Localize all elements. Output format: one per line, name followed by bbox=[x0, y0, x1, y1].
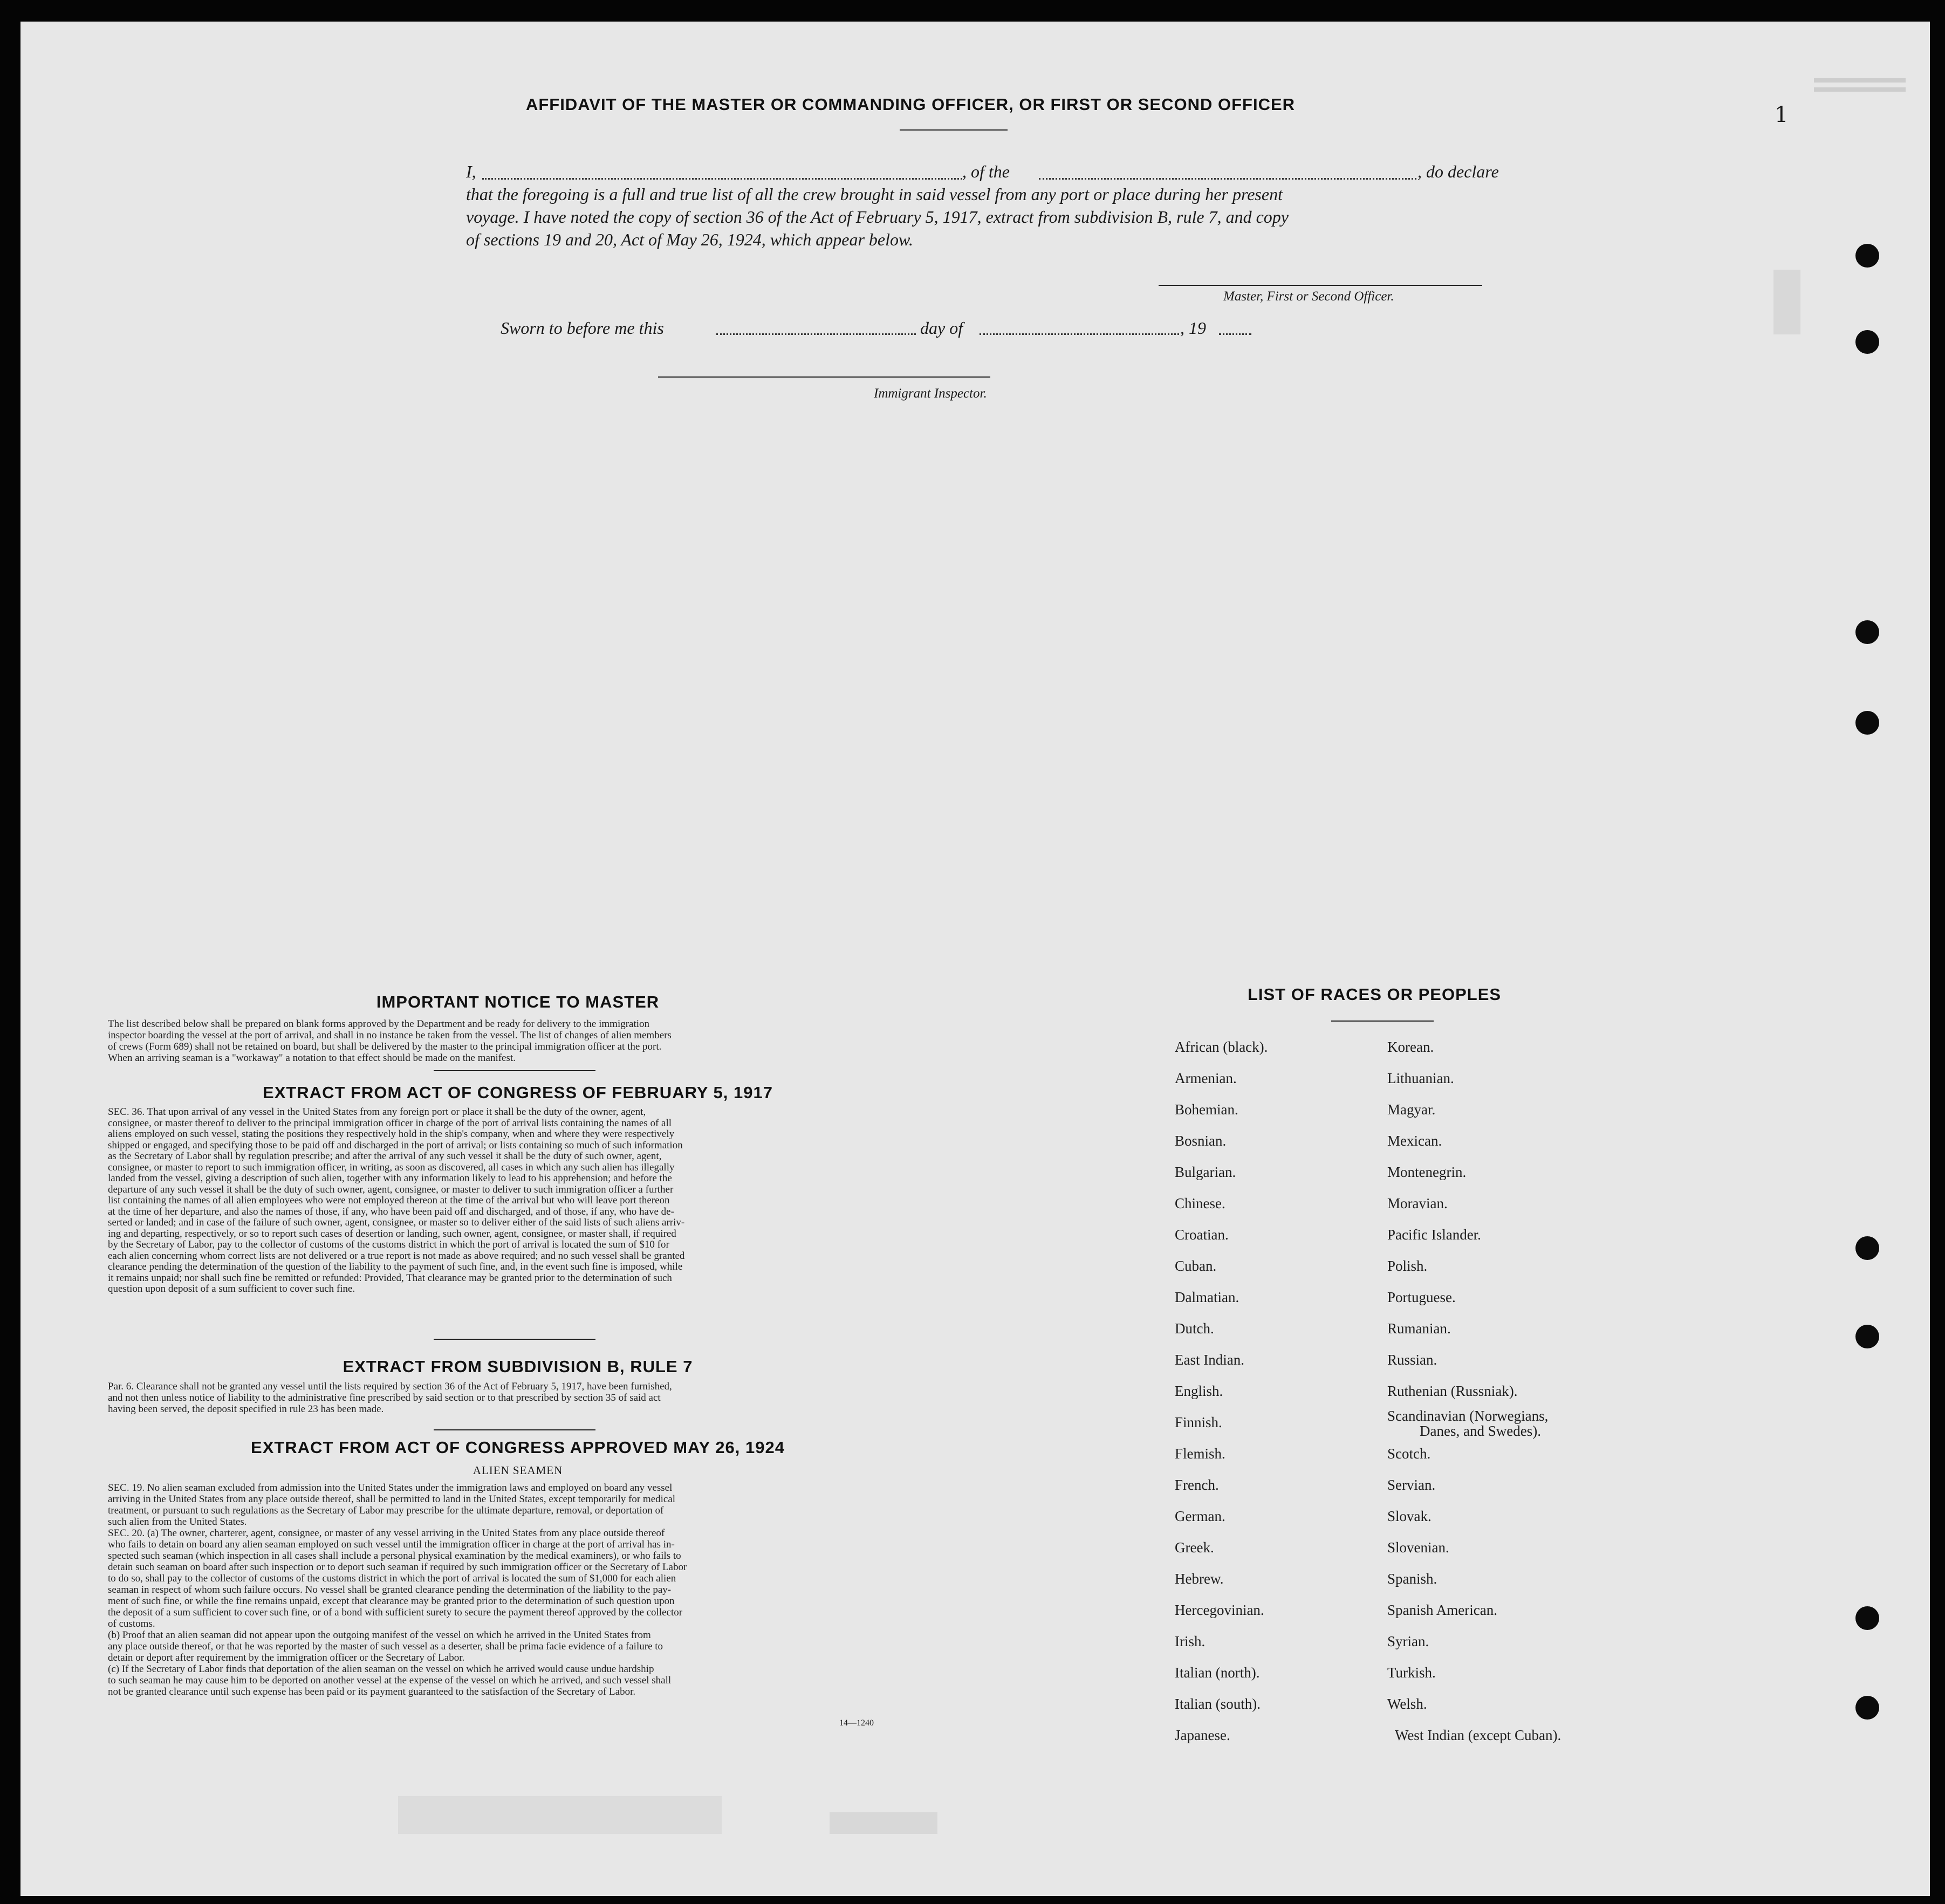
race-right: Syrian. bbox=[1387, 1633, 1429, 1649]
race-right: Moravian. bbox=[1387, 1195, 1448, 1211]
inspector-signature-line[interactable] bbox=[658, 376, 990, 378]
extract-line: ment of such fine, or while the fine remains unpaid, except that clearance may be granted prior to the determination of such question upon bbox=[108, 1595, 675, 1607]
section-divider bbox=[434, 1429, 595, 1430]
race-left: Bosnian. bbox=[1175, 1133, 1227, 1149]
extract-1924-subtitle: ALIEN SEAMEN bbox=[472, 1464, 563, 1477]
race-right: Turkish. bbox=[1387, 1665, 1436, 1681]
sworn-month-field[interactable] bbox=[980, 333, 1179, 335]
sworn-year-field[interactable] bbox=[1219, 333, 1251, 335]
extract-1924-title: EXTRACT FROM ACT OF CONGRESS APPROVED MAY 26, 1924 bbox=[251, 1438, 785, 1457]
race-left: Bulgarian. bbox=[1175, 1164, 1236, 1180]
race-left: East Indian. bbox=[1175, 1352, 1244, 1368]
extract-line: of customs. bbox=[108, 1618, 155, 1629]
notice-line: The list described below shall be prepared on blank forms approved by the Department and be ready for delivery to the immigration bbox=[108, 1018, 650, 1030]
race-right: Scotch. bbox=[1387, 1446, 1431, 1462]
race-left: Armenian. bbox=[1175, 1070, 1237, 1086]
punch-hole bbox=[1855, 1325, 1879, 1348]
notice-line: When an arriving seaman is a "workaway" a notation to that effect should be made on the manifest. bbox=[108, 1052, 516, 1064]
margin-mark: 1 bbox=[1775, 102, 1789, 127]
affidavit-title: AFFIDAVIT OF THE MASTER OR COMMANDING OFFICER, OR FIRST OR SECOND OFFICER bbox=[525, 95, 1296, 114]
race-left: Italian (south). bbox=[1175, 1696, 1261, 1712]
race-right: Ruthenian (Russniak). bbox=[1387, 1383, 1518, 1399]
punch-hole bbox=[1855, 1236, 1879, 1260]
race-right: Lithuanian. bbox=[1387, 1070, 1454, 1086]
extract-line: list containing the names of all alien employees who were not employed thereon at the time of the arrival but who will leave port thereon bbox=[108, 1195, 670, 1206]
race-left: Flemish. bbox=[1175, 1446, 1225, 1462]
document-page bbox=[20, 22, 1930, 1896]
race-left: Cuban. bbox=[1175, 1258, 1217, 1274]
race-right: Spanish American. bbox=[1387, 1602, 1497, 1618]
extract-line: SEC. 19. No alien seaman excluded from admission into the United States under the immigration laws and employed on board any vessel bbox=[108, 1482, 673, 1494]
affidavit-line-2: that the foregoing is a full and true list of all the crew brought in said vessel from any port or place during her present bbox=[466, 184, 1283, 204]
bleed-through-mark bbox=[1814, 78, 1906, 83]
race-right: Welsh. bbox=[1387, 1696, 1427, 1712]
extract-line: any place outside thereof, or that he was reported by the master of such vessel as a deserter, shall be prima facie evidence of a failure to bbox=[108, 1641, 663, 1652]
notice-text bbox=[108, 1018, 933, 1064]
extract-line: at the time of her departure, and also the names of those, if any, who have been paid off and discharged, and of those, if any, who have de- bbox=[108, 1206, 674, 1217]
extract-line: (c) If the Secretary of Labor finds that deportation of the alien seaman on the vessel on which he arrived would cause undue hardship bbox=[108, 1663, 654, 1675]
race-right: Pacific Islander. bbox=[1387, 1227, 1481, 1243]
race-left: Dutch. bbox=[1175, 1320, 1214, 1337]
vessel-name-field[interactable] bbox=[1039, 178, 1416, 180]
race-left: German. bbox=[1175, 1508, 1225, 1524]
race-left: Italian (north). bbox=[1175, 1665, 1260, 1681]
master-name-field[interactable] bbox=[482, 178, 962, 180]
master-signature-caption: Master, First or Second Officer. bbox=[1223, 289, 1394, 304]
bleed-through-mark bbox=[1814, 87, 1906, 92]
extract-line: who fails to detain on board any alien seaman employed on such vessel until the immigration officer in charge at the port of arrival has in- bbox=[108, 1539, 675, 1550]
race-left: English. bbox=[1175, 1383, 1223, 1399]
extract-line: (b) Proof that an alien seaman did not appear upon the outgoing manifest of the vessel on which he arrived in the United States from bbox=[108, 1629, 651, 1641]
race-right: Portuguese. bbox=[1387, 1289, 1456, 1305]
affidavit-i-label: I, bbox=[466, 162, 476, 181]
race-left: Chinese. bbox=[1175, 1195, 1225, 1211]
extract-line: such alien from the United States. bbox=[108, 1516, 247, 1528]
race-right: Slovak. bbox=[1387, 1508, 1432, 1524]
race-left: Bohemian. bbox=[1175, 1101, 1238, 1118]
punch-hole bbox=[1855, 1696, 1879, 1720]
extract-line: aliens employed on such vessel, stating the positions they respectively hold in the ship's company, when and where they were respectively bbox=[108, 1128, 675, 1140]
extract-line: it remains unpaid; nor shall such fine be remitted or refunded: Provided, That clearance may be granted prior to the determination of such bbox=[108, 1272, 672, 1284]
extract-1924-text bbox=[108, 1482, 933, 1697]
notice-line: of crews (Form 689) shall not be retained on board, but shall be delivered by the master to the principal immigration officer at the port. bbox=[108, 1041, 662, 1052]
master-signature-line[interactable] bbox=[1159, 285, 1482, 286]
extract-line: shipped or engaged, and specifying those to be paid off and discharged in the port of arrival; or lists containing so much of such information bbox=[108, 1139, 683, 1151]
race-right: Servian. bbox=[1387, 1477, 1436, 1493]
extract-line: clearance pending the determination of the question of the liability to the payment of such fine, and, in the event such fine is imposed, while bbox=[108, 1261, 683, 1272]
race-right: Polish. bbox=[1387, 1258, 1428, 1274]
extract-line: not be granted clearance until such expense has been paid or its payment guaranteed to the satisfaction of the Secretary of Labor. bbox=[108, 1686, 636, 1697]
race-left: Croatian. bbox=[1175, 1227, 1229, 1243]
extract-line: consignee, or master thereof to deliver to the principal immigration officer in charge of the port of arrival lists containing the names of all bbox=[108, 1117, 672, 1129]
bleed-through-mark bbox=[830, 1812, 937, 1834]
extract-line: seaman in respect of whom such failure occurs. No vessel shall be granted clearance pending the determination of the liability to the pay- bbox=[108, 1584, 672, 1595]
race-left: Japanese. bbox=[1175, 1727, 1230, 1743]
race-left: Greek. bbox=[1175, 1539, 1214, 1556]
bleed-through-mark bbox=[398, 1796, 722, 1834]
section-divider bbox=[434, 1070, 595, 1071]
extract-line: each alien concerning whom correct lists are not delivered or a true report is not made as above required; and no such vessel shall be granted bbox=[108, 1250, 685, 1262]
races-title: LIST OF RACES OR PEOPLES bbox=[1247, 985, 1502, 1004]
form-number: 14—1240 bbox=[839, 1718, 874, 1728]
of-the-label: , of the bbox=[962, 162, 1010, 181]
subdivision-b-text bbox=[108, 1381, 933, 1415]
extract-line: landed from the vessel, giving a description of such alien, together with any information likely to lead to his apprehension; and before the bbox=[108, 1173, 672, 1184]
extract-line: the deposit of a sum sufficient to cover such fine, or of a bond with sufficient surety to secure the payment thereof approved by the collector bbox=[108, 1607, 683, 1618]
races-title-underline bbox=[1331, 1021, 1434, 1022]
race-right: Montenegrin. bbox=[1387, 1164, 1467, 1180]
race-right: Spanish. bbox=[1387, 1571, 1437, 1587]
extract-line: arriving in the United States from any place outside thereof, shall be permitted to land in the United States, except temporarily for medical bbox=[108, 1494, 676, 1505]
punch-hole bbox=[1855, 711, 1879, 735]
extract-1917-title: EXTRACT FROM ACT OF CONGRESS OF FEBRUARY 5, 1917 bbox=[263, 1083, 773, 1102]
extract-line: treatment, or pursuant to such regulations as the Secretary of Labor may prescribe for the ultimate departure, removal, or deportation of bbox=[108, 1505, 664, 1516]
race-left: Hebrew. bbox=[1175, 1571, 1224, 1587]
extract-line: detain such seaman on board after such inspection or to deport such seaman if required by such immigration officer or the Secretary of Labor bbox=[108, 1561, 687, 1573]
extract-1917-text bbox=[108, 1107, 933, 1295]
extract-line: by the Secretary of Labor, pay to the collector of customs of the customs district in which the port of arrival is located the sum of $10 for bbox=[108, 1239, 669, 1250]
race-right: Korean. bbox=[1387, 1039, 1434, 1055]
extract-line: ing and departing, respectively, or so to report such cases of desertion or landing, such owner, agent, consignee, or master shall, if required bbox=[108, 1228, 676, 1239]
extract-line: spected such seaman (which inspection in all cases shall include a personal physical examination by the medical examiners), or who fails to bbox=[108, 1550, 681, 1561]
sworn-label: Sworn to before me this bbox=[501, 318, 664, 338]
extract-line: SEC. 36. That upon arrival of any vessel in the United States from any foreign port or place it shall be the duty of the owner, agent, bbox=[108, 1106, 646, 1118]
race-right: Magyar. bbox=[1387, 1101, 1436, 1118]
race-right: West Indian (except Cuban). bbox=[1395, 1727, 1562, 1743]
race-left: Finnish. bbox=[1175, 1414, 1222, 1430]
do-declare-label: , do declare bbox=[1417, 162, 1499, 181]
year-prefix-label: , 19 bbox=[1180, 318, 1206, 338]
notice-title: IMPORTANT NOTICE TO MASTER bbox=[376, 992, 660, 1011]
punch-hole bbox=[1855, 620, 1879, 644]
race-right: Scandinavian (Norwegians, bbox=[1387, 1408, 1549, 1424]
race-right-continuation: Danes, and Swedes). bbox=[1420, 1423, 1541, 1439]
extract-line: serted or landed; and in case of the failure of such owner, agent, consignee, or master so to deliver either of the said lists of such aliens arriv- bbox=[108, 1217, 685, 1228]
inspector-caption: Immigrant Inspector. bbox=[874, 386, 987, 401]
extract-line: detain or deport after requirement by the immigration officer or the Secretary of Labor. bbox=[108, 1652, 465, 1663]
title-underline bbox=[900, 129, 1008, 131]
extract-line: and not then unless notice of liability to the administrative fine prescribed by said section or to that prescribed by section 35 of said act bbox=[108, 1392, 661, 1403]
race-left: French. bbox=[1175, 1477, 1219, 1493]
extract-line: question upon deposit of a sum sufficient to cover such fine. bbox=[108, 1283, 355, 1295]
section-divider bbox=[434, 1339, 595, 1340]
race-right: Slovenian. bbox=[1387, 1539, 1449, 1556]
race-left: African (black). bbox=[1175, 1039, 1268, 1055]
subdivision-b-title: EXTRACT FROM SUBDIVISION B, RULE 7 bbox=[343, 1357, 693, 1376]
extract-line: consignee, or master to report to such immigration officer, in writing, as soon as discovered, all cases in which any such alien has illegally bbox=[108, 1161, 675, 1173]
notice-line: inspector boarding the vessel at the port of arrival, and shall in no instance be taken from the vessel. The list of changes of alien members bbox=[108, 1030, 672, 1041]
race-left: Hercegovinian. bbox=[1175, 1602, 1264, 1618]
extract-line: Par. 6. Clearance shall not be granted any vessel until the lists required by section 36 of the Act of February 5, 1917, have been furnished, bbox=[108, 1381, 672, 1392]
race-right: Rumanian. bbox=[1387, 1320, 1451, 1337]
race-right: Mexican. bbox=[1387, 1133, 1442, 1149]
extract-line: SEC. 20. (a) The owner, charterer, agent, consignee, or master of any vessel arriving in the United States from any place outside thereof bbox=[108, 1528, 665, 1539]
bleed-through-mark bbox=[1773, 270, 1800, 334]
race-left: Irish. bbox=[1175, 1633, 1206, 1649]
race-left: Dalmatian. bbox=[1175, 1289, 1239, 1305]
extract-line: to do so, shall pay to the collector of customs of the customs district in which the port of arrival is located the sum of $1,000 for each alien bbox=[108, 1573, 676, 1584]
race-right: Russian. bbox=[1387, 1352, 1437, 1368]
day-of-label: day of bbox=[920, 318, 963, 338]
punch-hole bbox=[1855, 244, 1879, 268]
punch-hole bbox=[1855, 1606, 1879, 1630]
punch-hole bbox=[1855, 330, 1879, 354]
affidavit-line-3: voyage. I have noted the copy of section 36 of the Act of February 5, 1917, extract from subdivision B, rule 7, and copy bbox=[466, 207, 1289, 227]
affidavit-line-4: of sections 19 and 20, Act of May 26, 1924, which appear below. bbox=[466, 230, 913, 249]
extract-line: as the Secretary of Labor shall by regulation prescribe; and after the arrival of any such vessel it shall be the duty of such owner, agent, bbox=[108, 1150, 662, 1162]
extract-line: having been served, the deposit specified in rule 23 has been made. bbox=[108, 1403, 384, 1415]
sworn-date-field[interactable] bbox=[716, 333, 916, 335]
extract-line: departure of any such vessel it shall be the duty of such owner, agent, consignee, or master to deliver to such immigration officer a further bbox=[108, 1183, 674, 1195]
extract-line: to such seaman he may cause him to be deported on another vessel at the expense of the vessel on which he arrived, and such vessel shall bbox=[108, 1675, 672, 1686]
